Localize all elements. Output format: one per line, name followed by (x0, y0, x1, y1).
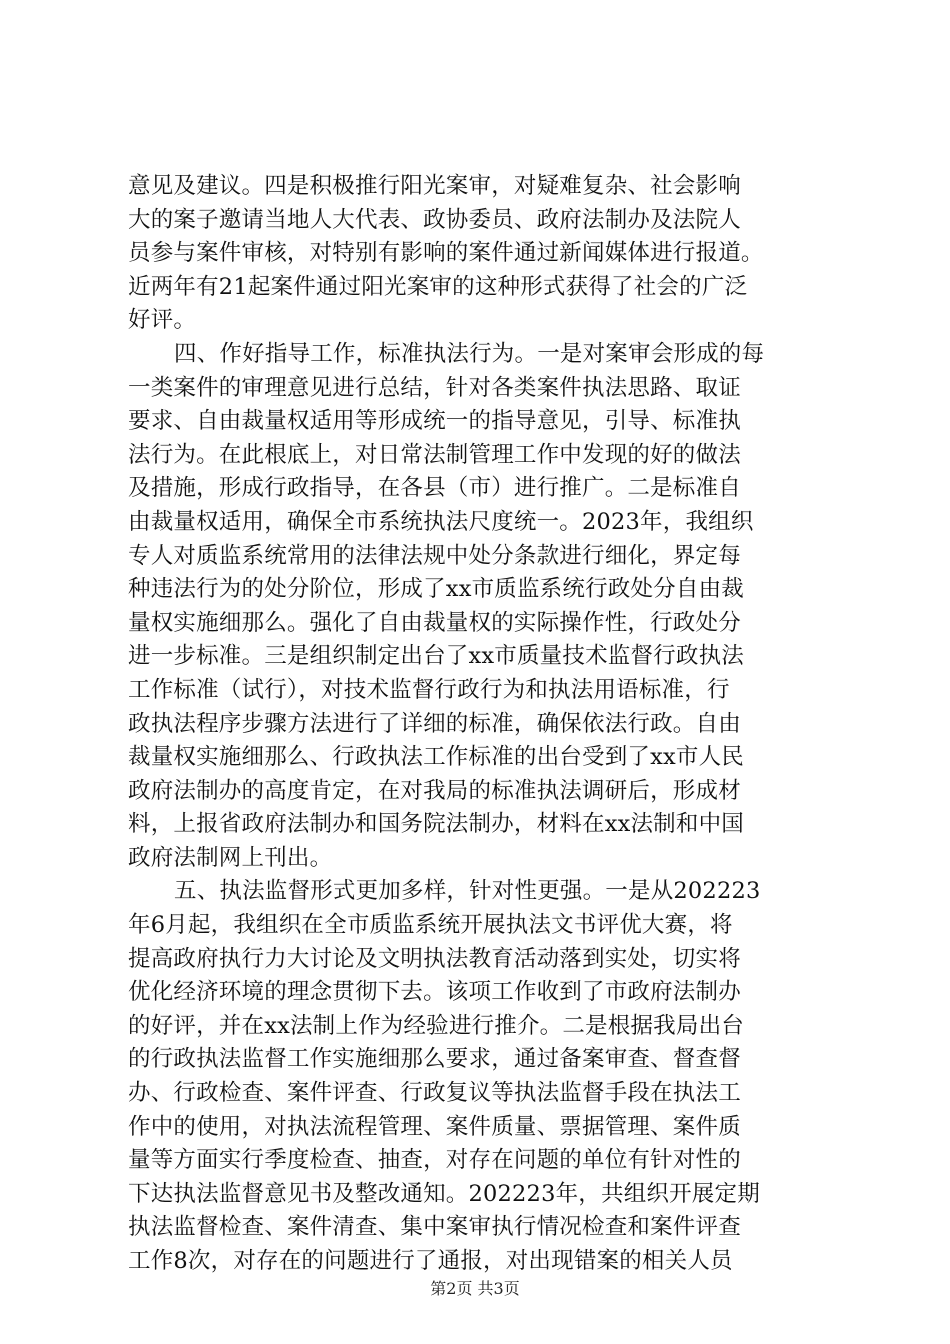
section-heading-line: 五、执法监督形式更加多样，针对性更强。一是从202223 (174, 878, 761, 905)
text-line: 种违法行为的处分阶位，形成了xx市质监系统行政处分自由裁 (128, 576, 744, 603)
text-line: 专人对质监系统常用的法律法规中处分条款进行细化，界定每 (128, 542, 741, 569)
text-line: 政府法制办的高度肯定，在对我局的标准执法调研后，形成材 (128, 777, 741, 804)
text-line: 量等方面实行季度检查、抽查，对存在问题的单位有针对性的 (128, 1147, 741, 1174)
text-line: 提高政府执行力大讨论及文明执法教育活动落到实处，切实将 (128, 945, 741, 972)
section-heading-line: 四、作好指导工作，标准执法行为。一是对案审会形成的每 (174, 340, 765, 367)
text-line: 要求、自由裁量权适用等形成统一的指导意见，引导、标准执 (128, 408, 741, 435)
text-line: 工作标准（试行），对技术监督行政行为和执法用语标准，行 (128, 676, 730, 703)
text-line: 好评。 (128, 307, 197, 334)
text-line: 下达执法监督意见书及整改通知。202223年，共组织开展定期 (128, 1180, 760, 1207)
text-line: 作中的使用，对执法流程管理、案件质量、票据管理、案件质 (128, 1113, 741, 1140)
text-line: 执法监督检查、案件清查、集中案审执行情况检查和案件评查 (128, 1214, 741, 1241)
page-number: 第2页 共3页 (430, 1279, 520, 1298)
text-line: 法行为。在此根底上，对日常法制管理工作中发现的好的做法 (128, 441, 741, 468)
text-line: 大的案子邀请当地人大代表、政协委员、政府法制办及法院人 (128, 206, 741, 233)
text-line: 政府法制网上刊出。 (128, 844, 333, 871)
text-line: 料，上报省政府法制办和国务院法制办，材料在xx法制和中国 (128, 811, 744, 838)
text-line: 的行政执法监督工作实施细那么要求，通过备案审查、督查督 (128, 1046, 741, 1073)
text-line: 进一步标准。三是组织制定出台了xx市质量技术监督行政执法 (128, 643, 744, 670)
document-body (128, 170, 828, 1279)
text-line: 政执法程序步骤方法进行了详细的标准，确保依法行政。自由 (128, 710, 741, 737)
text-line: 的好评，并在xx法制上作为经验进行推介。二是根据我局出台 (128, 1012, 744, 1039)
text-line: 裁量权实施细那么、行政执法工作标准的出台受到了xx市人民 (128, 744, 744, 771)
text-line: 员参与案件审核，对特别有影响的案件通过新闻媒体进行报道。 (128, 240, 764, 267)
text-line: 工作8次，对存在的问题进行了通报，对出现错案的相关人员 (128, 1248, 733, 1274)
text-line: 量权实施细那么。强化了自由裁量权的实际操作性，行政处分 (128, 609, 741, 636)
text-line: 优化经济环境的理念贯彻下去。该项工作收到了市政府法制办 (128, 979, 741, 1006)
text-line: 由裁量权适用，确保全市系统执法尺度统一。2023年，我组织 (128, 508, 754, 535)
text-line: 及措施，形成行政指导，在各县（市）进行推广。二是标准自 (128, 475, 741, 502)
text-line: 办、行政检查、案件评查、行政复议等执法监督手段在执法工 (128, 1080, 741, 1107)
text-line: 意见及建议。四是积极推行阳光案审，对疑难复杂、社会影响 (128, 173, 741, 199)
text-line: 年6月起，我组织在全市质监系统开展执法文书评优大赛，将 (128, 912, 733, 939)
text-line: 一类案件的审理意见进行总结，针对各类案件执法思路、取证 (128, 374, 741, 401)
text-line: 近两年有21起案件通过阳光案审的这种形式获得了社会的广泛 (128, 273, 748, 300)
